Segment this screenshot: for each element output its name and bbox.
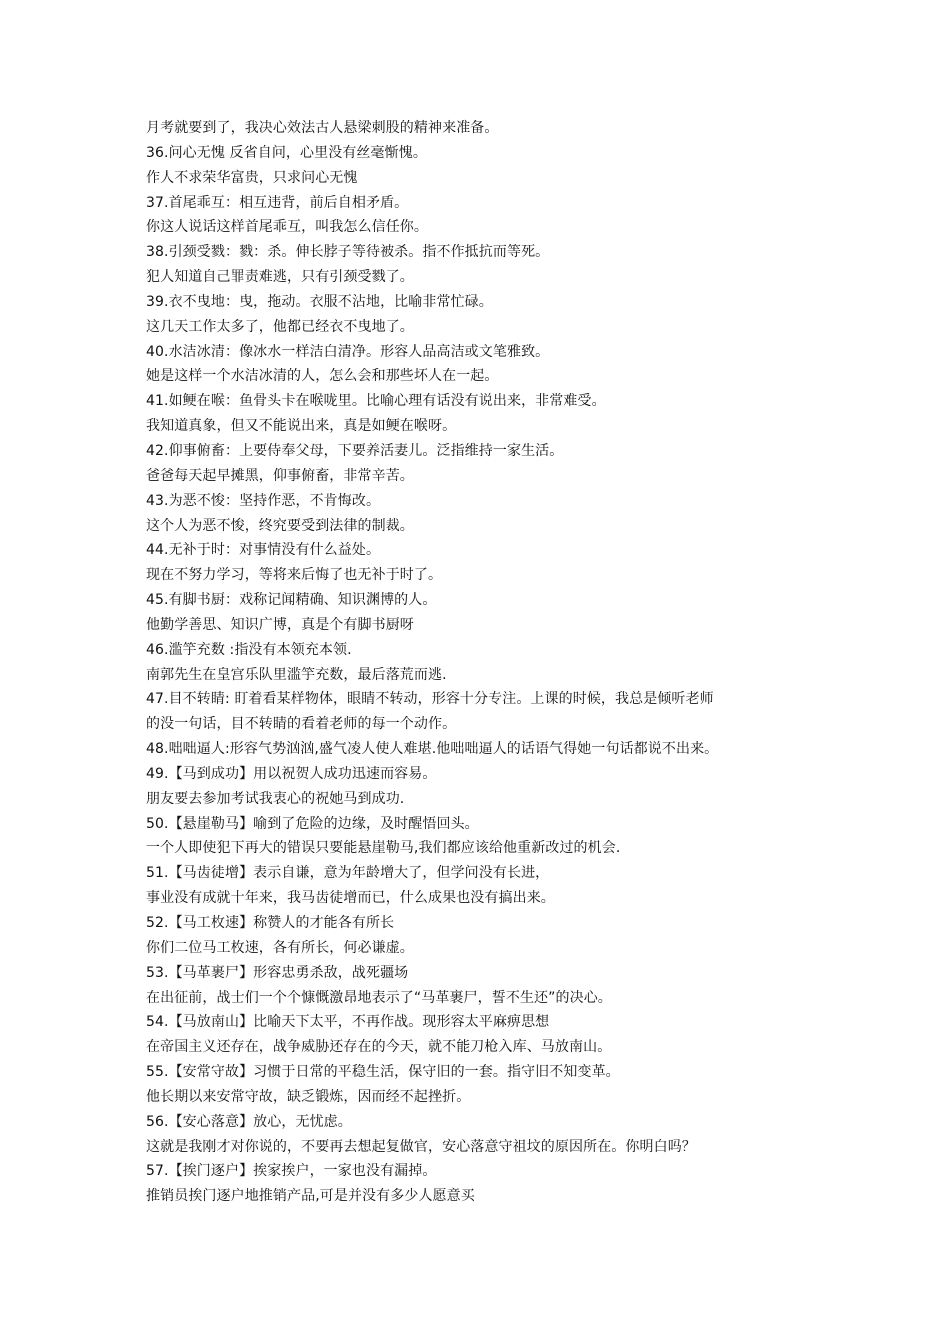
text-line: 44.无补于时：对事情没有什么益处。 xyxy=(146,542,381,559)
text-line: 55.【安常守故】习惯于日常的平稳生活，保守旧的一套。指守旧不知变革。 xyxy=(146,1064,620,1081)
text-line: 一个人即使犯下再大的错误只要能悬崖勒马,我们都应该给他重新改过的机会. xyxy=(146,840,621,857)
text-line: 她是这样一个水洁冰清的人，怎么会和那些坏人在一起。 xyxy=(146,368,499,385)
text-line: 47.目不转睛: 盯着看某样物体，眼睛不转动，形容十分专注。上课的时候，我总是倾听老师 xyxy=(146,691,714,708)
text-line: 52.【马工枚速】称赞人的才能各有所长 xyxy=(146,915,395,931)
text-line: 犯人知道自己罪责难逃，只有引颈受戮了。 xyxy=(146,269,414,286)
text-line: 40.水洁冰清：像冰水一样洁白清净。形容人品高洁或文笔雅致。 xyxy=(146,343,550,360)
text-line: 的没一句话，目不转睛的看着老师的每一个动作。 xyxy=(146,716,457,733)
text-line: 这几天工作太多了，他都已经衣不曳地了。 xyxy=(146,318,414,335)
text-line: 39.衣不曳地：曳，拖动。衣服不沾地，比喻非常忙碌。 xyxy=(146,293,493,310)
text-line: 他长期以来安常守故，缺乏锻炼，因而经不起挫折。 xyxy=(146,1088,471,1105)
text-line: 作人不求荣华富贵，只求问心无愧 xyxy=(146,169,358,186)
text-line: 月考就要到了，我决心效法古人悬梁刺股的精神来准备。 xyxy=(146,120,499,136)
text-line: 在出征前，战士们一个个慷慨激昂地表示了“马革裹尸，誓不生还”的决心。 xyxy=(146,989,612,1006)
text-line: 42.仰事俯畜：上要侍奉父母，下要养活妻儿。泛指维持一家生活。 xyxy=(146,442,564,459)
text-line: 49.【马到成功】用以祝贺人成功迅速而容易。 xyxy=(146,765,437,782)
text-line: 朋友要去参加考试我衷心的祝她马到成功. xyxy=(146,790,405,807)
text-line: 37.首尾乖互：相互违背，前后自相矛盾。 xyxy=(146,194,409,211)
text-line: 爸爸每天起早摊黑，仰事俯畜，非常辛苦。 xyxy=(146,467,414,484)
text-line: 54.【马放南山】比喻天下太平，不再作战。现形容太平麻痹思想 xyxy=(146,1014,550,1031)
text-line: 41.如鲠在喉：鱼骨头卡在喉咙里。比喻心理有话没有说出来，非常难受。 xyxy=(146,393,606,410)
text-line: 45.有脚书厨：戏称记闻精确、知识渊博的人。 xyxy=(146,592,437,609)
text-line: 你们二位马工枚速，各有所长，何必谦虚。 xyxy=(146,939,414,956)
text-line: 这个人为恶不悛，终究要受到法律的制裁。 xyxy=(146,517,414,534)
text-line: 50.【悬崖勒马】喻到了危险的边缘，及时醒悟回头。 xyxy=(146,815,479,832)
text-line: 他勤学善思、知识广博，真是个有脚书厨呀 xyxy=(146,616,414,633)
text-line: 推销员挨门逐户地推销产品,可是并没有多少人愿意买 xyxy=(146,1188,475,1205)
text-line: 38.引颈受戮：戮：杀。伸长脖子等待被杀。指不作抵抗而等死。 xyxy=(146,244,550,261)
text-line: 53.【马革裹尸】形容忠勇杀敌，战死疆场 xyxy=(146,964,409,981)
text-line: 57.【挨门逐户】挨家挨户，一家也没有漏掉。 xyxy=(146,1163,437,1180)
text-line: 43.为恶不悛：坚持作恶，不肯悔改。 xyxy=(146,492,381,509)
text-line: 我知道真象，但又不能说出来，真是如鲠在喉呀。 xyxy=(146,418,457,435)
text-line: 事业没有成就十年来，我马齿徒增而已，什么成果也没有搞出来。 xyxy=(146,890,555,907)
text-line: 36.问心无愧 反省自问，心里没有丝毫惭愧。 xyxy=(146,144,427,161)
text-line: 51.【马齿徒增】表示自谦，意为年龄增大了，但学问没有长进， xyxy=(146,865,550,882)
text-line: 这就是我刚才对你说的，不要再去想起复做官，安心落意守祖坟的原因所在。你明白吗？ xyxy=(146,1138,696,1155)
text-line: 56.【安心落意】放心，无忧虑。 xyxy=(146,1113,352,1130)
text-line: 46.滥竽充数 :指没有本领充本领. xyxy=(146,641,352,658)
text-line: 在帝国主义还存在，战争威胁还存在的今天，就不能刀枪入库、马放南山。 xyxy=(146,1039,612,1056)
document-body xyxy=(146,116,826,1209)
text-line: 48.咄咄逼人:形容气势汹汹,盛气凌人使人难堪.他咄咄逼人的话语气得她一句话都说不出来。 xyxy=(146,741,719,758)
text-line: 你这人说话这样首尾乖互，叫我怎么信任你。 xyxy=(146,219,428,236)
text-line: 现在不努力学习，等将来后悔了也无补于时了。 xyxy=(146,567,443,584)
text-line: 南郭先生在皇宫乐队里滥竽充数，最后落荒而逃. xyxy=(146,666,447,683)
